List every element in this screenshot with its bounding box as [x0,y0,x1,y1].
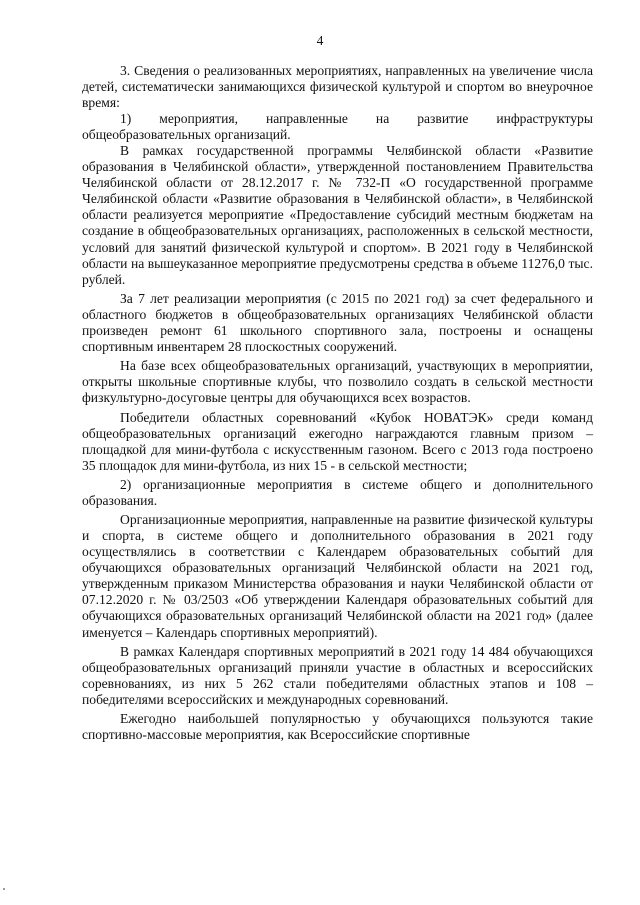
paragraph-calendar: Организационные мероприятия, направленные на развитие физической культуры и спорта, в системе общего и дополнительного образования в 2021 году осуществлялись в соответствии с Календарем образовательных событий для обучающихся образовательных организаций Челябинской области на 2021 год, утвержденным приказом Министерства образования и науки Челябинской области от 07.12.2020 г. № 03/2503 «Об утверждении Календаря образовательных событий для обучающихся образовательных организаций Челябинской области на 2021 год» (далее именуется – Календарь спортивных мероприятий). [82,512,593,640]
scan-margin-mark [3,888,5,890]
paragraph-seven-years: За 7 лет реализации мероприятия (с 2015 по 2021 год) за счет федерального и областного бюджетов в общеобразовательных организациях Челябинской области произведен ремонт 61 школьного спортивного зала, построены и оснащены спортивным инвентарем 28 плоскостных сооружений. [82,290,593,354]
page-number: 4 [316,33,324,48]
paragraph-section-3-heading: 3. Сведения о реализованных мероприятиях, направленных на увеличение числа детей, систематически занимающихся физической культурой и спортом во внеурочное время: [82,63,593,111]
paragraph-organizational-item: 2) организационные мероприятия в системе общего и дополнительного образования. [82,476,593,508]
paragraph-state-program: В рамках государственной программы Челябинской области «Развитие образования в Челябинской области», утвержденной постановлением Правительства Челябинской области от 28.12.2017 г. № 732-П «О государственной программе Челябинской области «Развитие образования в Челябинской области», в Челябинской области реализуется мероприятие «Предоставление субсидий местным бюджетам на создание в общеобразовательных организациях, расположенных в сельской местности, условий для занятий физической культурой и спортом». В 2021 году в Челябинской области на вышеуказанное мероприятие предусмотрены средства в объеме 11276,0 тыс. рублей. [82,143,593,287]
paragraph-sports-clubs: На базе всех общеобразовательных организаций, участвующих в мероприятии, открыты школьные спортивные клубы, что позволило создать в сельской местности физкультурно-досуговые центры для обучающихся всех возрастов. [82,358,593,406]
document-body [82,63,593,743]
paragraph-novatek-cup: Победители областных соревнований «Кубок НОВАТЭК» среди команд общеобразовательных организаций ежегодно награждаются главным призом – площадкой для мини-футбола с искусственным газоном. Всего с 2013 года построено 35 площадок для мини-футбола, из них 15 - в сельской местности; [82,409,593,473]
paragraph-popular-events: Ежегодно наибольшей популярностью у обучающихся пользуются такие спортивно-массовые мероприятия, как Всероссийские спортивные [82,711,593,743]
paragraph-infrastructure-item: 1) мероприятия, направленные на развитие инфраструктуры общеобразовательных организаций. [82,111,593,143]
paragraph-competition-results: В рамках Календаря спортивных мероприятий в 2021 году 14 484 обучающихся общеобразовательных организаций приняли участие в областных и всероссийских соревнованиях, из них 5 262 стали победителями областных этапов и 108 – победителями всероссийских и международных соревнований. [82,643,593,707]
